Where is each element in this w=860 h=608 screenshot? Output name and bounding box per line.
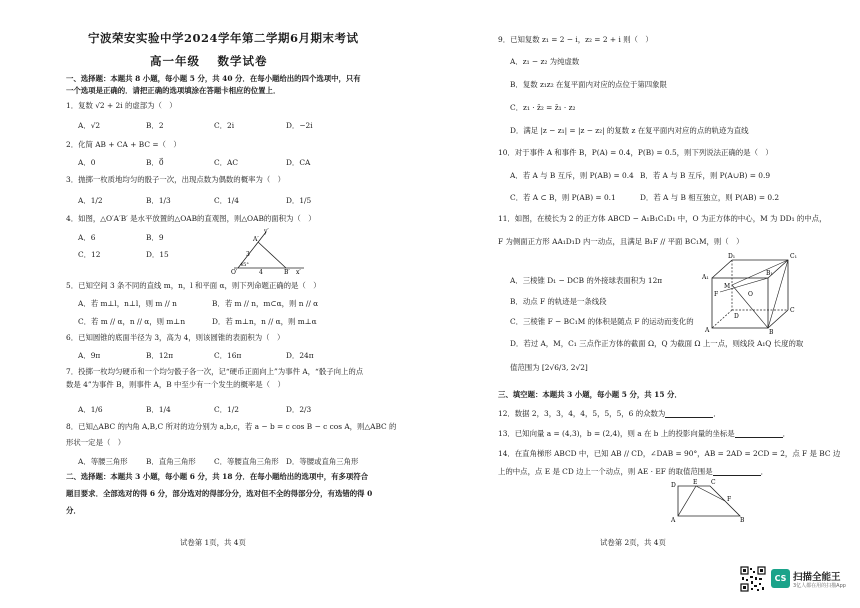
q4-option-b: B．9: [146, 233, 164, 242]
question-13: 13．已知向量 a = (4,3)，b = (2,4)，则 a 在 b 上的投影向量的坐标是 ．: [498, 429, 791, 438]
question-8: 8．已知△ABC 的内角 A,B,C 所对的边分别为 a,b,c，若 a − b = c cos B − c cos A，则△ABC 的: [66, 422, 397, 431]
q2-option-c: C．AC: [214, 158, 239, 167]
q7-option-b: B．1/4: [146, 405, 171, 414]
question-14-cont: 上的中点，点 E 是 CD 边上一个动点，则 AE · EF 的取值范围是: [498, 467, 713, 476]
q5-option-c: C．若 m // α，n // α，则 m⊥n: [78, 317, 186, 326]
question-13-text: 13．已知向量 a = (4,3)，b = (2,4)，则 a 在 b 上的投影向量的坐标是: [498, 429, 735, 438]
q10-option-a: A．若 A 与 B 互斥，则 P(AB) = 0.4: [510, 171, 634, 180]
section2-heading: 二、选择题：本题共 3 小题，每小题 6 分，共 18 分．在每小题给出的选项中，有多项符合: [66, 472, 369, 481]
label-o: O′: [231, 269, 238, 276]
page-1-footer: 试卷第 1页，共 4页: [180, 538, 246, 547]
segment-e-f: [696, 486, 725, 501]
q2-option-d: D．CA: [286, 158, 311, 167]
label-4: 4: [259, 269, 263, 276]
question-4: 4．如图，△O′A′B′ 是水平放置的△OAB的直观图，则△OAB的面积为（ ）: [66, 214, 316, 223]
q7-option-a: A．1/6: [78, 405, 103, 414]
q10-option-b: B．若 A 与 B 互斥，则 P(A∪B) = 0.9: [640, 171, 771, 180]
q7-option-d: D．2/3: [286, 405, 312, 414]
section1-heading: 一、选择题：本题共 8 小题，每小题 5 分，共 40 分．在每小题给出的四个选项中，只有: [66, 74, 361, 83]
camscanner-brand-name: 扫描全能王: [793, 572, 841, 583]
question-9: 9．已知复数 z₁ = 2 − i，z₂ = 2 + i 则（ ）: [498, 35, 653, 44]
section3-heading: 三、填空题：本题共 3 小题，每小题 5 分，共 15 分．: [498, 390, 682, 399]
exam-title: 宁波荣安实验中学2024学年第二学期6月期末考试: [88, 31, 359, 45]
cube-edge-a1d1: [712, 260, 732, 278]
section1-heading-2: 一个选项是正确的．请把正确的选项填涂在答题卡相应的位置上．: [66, 86, 281, 95]
label-a1: A₁: [702, 274, 709, 281]
label-x: x′: [296, 269, 301, 276]
q2-option-a: A．0: [78, 158, 96, 167]
question-1: 1．复数 √2 + 2i 的虚部为（ ）: [66, 101, 177, 110]
label-o: O: [748, 291, 753, 298]
page-2-footer: 试卷第 2页，共 4页: [600, 538, 666, 547]
q11-option-a: A．三棱锥 D₁ − DCB 的外接球表面积为 12π: [510, 276, 663, 285]
label-b: B′: [284, 269, 290, 276]
q4-option-d: D．15: [146, 250, 169, 259]
label-a: A′: [253, 236, 259, 243]
q3-option-d: D．1/5: [286, 196, 312, 205]
segment-a-e: [678, 486, 696, 516]
q11-option-d: D．若过 A，M，C₁ 三点作正方体的截面 Ω，Q 为截面 Ω 上一点，则线段 A₁Q 长度的取: [510, 339, 804, 348]
label-d: D: [671, 482, 676, 489]
q3-option-c: C．1/4: [214, 196, 239, 205]
segment-m-c1: [732, 260, 788, 285]
q9-option-d: D．满足 |z − z₁| = |z − z₂| 的复数 z 在复平面内对应的点的轨迹为直线: [510, 126, 749, 135]
cube-hidden-edge-3: [712, 310, 732, 328]
label-f: F: [727, 496, 732, 503]
question-8-cont: 形状一定是（ ）: [66, 438, 126, 447]
q2-option-b: B．0⃗: [146, 158, 164, 167]
q3-option-a: A．1/2: [78, 196, 103, 205]
q1-option-b: B．2: [146, 121, 164, 130]
question-6: 6．已知圆锥的底面半径为 3，高为 4，则该圆锥的表面积为（ ）: [66, 333, 285, 342]
q6-option-c: C．16π: [214, 351, 242, 360]
q13-answer-blank[interactable]: [735, 430, 783, 438]
label-y: y′: [264, 228, 269, 235]
q8-option-a: A．等腰三角形: [78, 457, 128, 466]
label-angle: 45°: [240, 262, 249, 268]
camscanner-logo-icon: CS: [771, 569, 790, 588]
q5-option-a: A．若 m⊥l，n⊥l，则 m // n: [78, 299, 177, 308]
q11-option-d-cont: 值范围为 [2√6/3, 2√2]: [510, 363, 588, 372]
question-11-cont: F 为侧面正方形 AA₁D₁D 内一动点，且满足 B₁F // 平面 BC₁M，则（ ）: [498, 237, 744, 246]
q9-option-c: C．z₁ · z̄₂ = z̄₁ · z₂: [510, 103, 576, 112]
question-7-cont: 数是 4”为事件 B，则事件 A，B 中至少有一个发生的概率是（ ）: [66, 380, 285, 389]
label-c: C: [790, 307, 795, 314]
q8-option-c: C．等腰直角三角形: [214, 457, 279, 466]
question-12-text: 12．数据 2，3，3，4，4，5，5，5，6 的众数为: [498, 409, 666, 418]
question-5: 5．已知空间 3 条不同的直线 m，n，l 和平面 α，则下列命题正确的是（ ）: [66, 281, 321, 290]
q10-option-c: C．若 A ⊂ B，则 P(AB) = 0.1: [510, 193, 616, 202]
q8-option-b: B．直角三角形: [146, 457, 196, 466]
q14-trapezoid-figure: [668, 478, 748, 524]
question-7: 7．投掷一枚均匀硬币和一个均匀骰子各一次，记“硬币正面向上”为事件 A，“骰子向上的点: [66, 367, 364, 376]
section2-heading-2: 题目要求．全部选对的得 6 分，部分选对的得部分分，选对但不全的得部分分，有选错的得 0: [66, 489, 373, 498]
q5-option-d: D．若 m⊥n，n // α，则 m⊥α: [212, 317, 317, 326]
q4-option-c: C．12: [78, 250, 101, 259]
question-2: 2．化简 AB + CA + BC =（ ）: [66, 140, 181, 149]
q9-option-a: A．z₁ − z₂ 为纯虚数: [510, 57, 580, 66]
label-c: C: [711, 479, 716, 486]
label-d: D: [734, 313, 739, 320]
q4-oblique-triangle-figure: [228, 226, 308, 274]
q5-option-b: B．若 m // n，m⊂α，则 n // α: [212, 299, 319, 308]
camscanner-tagline: 3亿人都在用的扫描App: [793, 583, 846, 589]
exam-page-2: [430, 0, 860, 608]
section2-heading-3: 分．: [66, 506, 81, 515]
label-c1: C₁: [790, 253, 797, 260]
question-11: 11．如图，在棱长为 2 的正方体 ABCD − A₁B₁C₁D₁ 中，O 为正方体的中心，M 为 DD₁ 的中点，: [498, 214, 827, 223]
q9-option-b: B．复数 z₁z₂ 在复平面内对应的点位于第四象限: [510, 80, 667, 89]
q4-option-a: A．6: [78, 233, 96, 242]
q11-cube-figure: [692, 252, 802, 334]
question-10: 10．对于事件 A 和事件 B，P(A) = 0.4，P(B) = 0.5，则下列说法正确的是（ ）: [498, 148, 773, 157]
q8-option-d: D．等腰或直角三角形: [286, 457, 359, 466]
label-f: F: [714, 291, 719, 298]
label-a: A: [705, 327, 710, 334]
label-e: E: [693, 479, 698, 486]
label-b1: B₁: [766, 270, 773, 277]
question-14: 14．在直角梯形 ABCD 中，已知 AB // CD，∠DAB = 90°，AB = 2AD = 2CD = 2，点 F 是 BC 边: [498, 449, 841, 458]
q12-answer-blank[interactable]: [665, 410, 713, 418]
q1-option-a: A．√2: [78, 121, 101, 130]
cube-edge-bc: [768, 310, 788, 328]
label-b: B: [740, 517, 745, 524]
q1-option-d: D．−2i: [286, 121, 313, 130]
q6-option-b: B．12π: [146, 351, 174, 360]
q6-option-d: D．24π: [286, 351, 314, 360]
label-3: 3: [246, 251, 250, 258]
q10-option-d: D．若 A 与 B 相互独立，则 P(AB) = 0.2: [640, 193, 780, 202]
question-12: 12．数据 2，3，3，4，4，5，5，5，6 的众数为 ．: [498, 409, 721, 418]
q6-option-a: A．9π: [78, 351, 101, 360]
q3-option-b: B．1/3: [146, 196, 171, 205]
label-d1: D₁: [728, 253, 736, 260]
q1-option-c: C．2i: [214, 121, 235, 130]
q14-answer-blank[interactable]: [713, 468, 761, 476]
q11-option-b: B．动点 F 的轨迹是一条线段: [510, 297, 607, 306]
question-3: 3．抛掷一枚质地均匀的骰子一次，出现点数为偶数的概率为（ ）: [66, 175, 286, 184]
label-a: A: [671, 517, 676, 524]
question-14-cont-line: 上的中点，点 E 是 CD 边上一个动点，则 AE · EF 的取值范围是 ．: [498, 467, 768, 476]
segment-a-b: [258, 242, 286, 268]
q11-option-c: C．三棱锥 F − BC₁M 的体积是随点 F 的运动而变化的: [510, 317, 694, 326]
q7-option-c: C．1/2: [214, 405, 239, 414]
exam-subtitle: 高一年级 数学试卷: [150, 54, 268, 68]
label-b: B: [769, 329, 774, 336]
qr-code-icon: [740, 566, 766, 592]
label-m: M: [724, 283, 731, 290]
